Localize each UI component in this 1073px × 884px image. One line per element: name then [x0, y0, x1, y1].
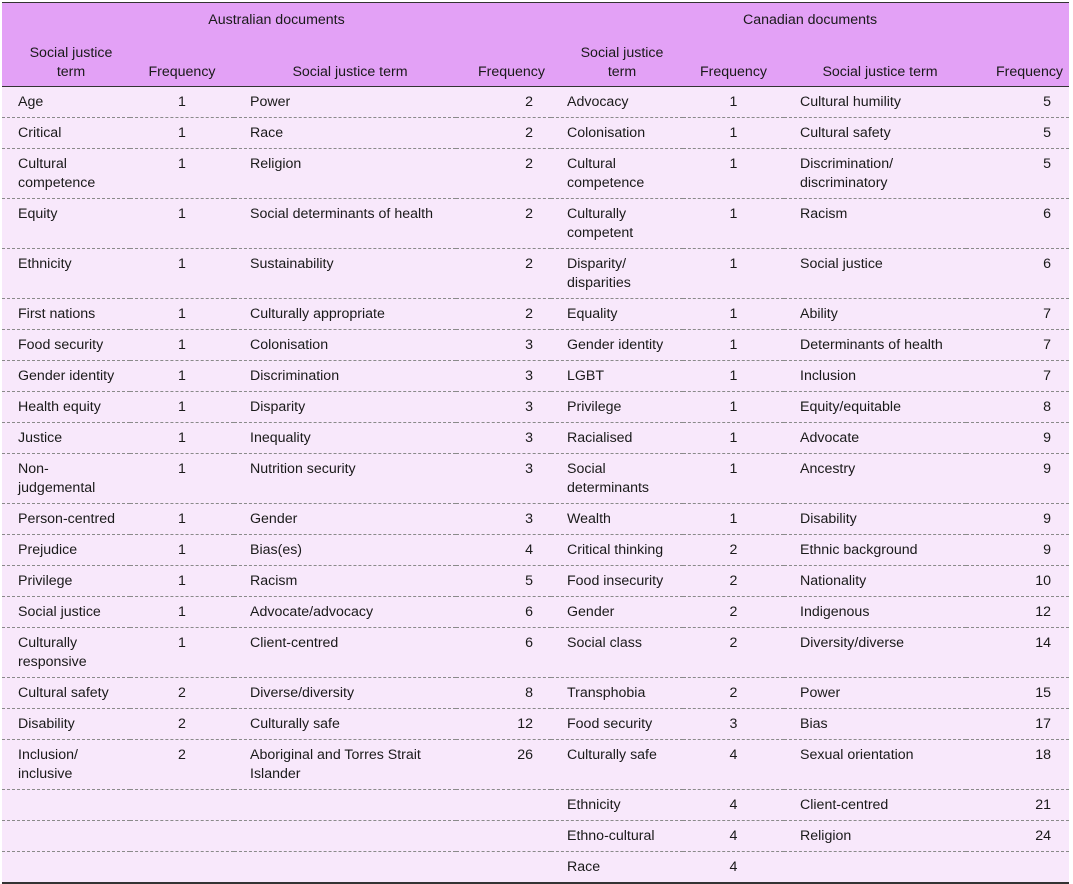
col-header-term: Social justice term [551, 37, 683, 87]
aus-frequency-cell: 1 [130, 199, 234, 249]
aus-frequency-cell: 1 [130, 392, 234, 423]
aus-frequency-cell [130, 852, 234, 884]
can-term-cell: Diversity/diverse [784, 628, 966, 678]
aus-term-cell [2, 821, 130, 852]
table-row [2, 454, 1069, 504]
can-term-cell: Ethnicity [551, 790, 683, 821]
can-term-cell: Ethnic background [784, 535, 966, 566]
can-frequency-cell: 1 [683, 330, 784, 361]
can-frequency-cell: 9 [966, 535, 1069, 566]
aus-frequency-cell: 6 [456, 628, 551, 678]
can-frequency-cell: 7 [966, 330, 1069, 361]
aus-term-cell: First nations [2, 299, 130, 330]
aus-term-cell: Inequality [234, 423, 456, 454]
aus-term-cell: Disparity [234, 392, 456, 423]
table-body [2, 87, 1069, 884]
can-term-cell: Racism [784, 199, 966, 249]
can-term-cell: Inclusion [784, 361, 966, 392]
aus-term-cell [2, 790, 130, 821]
aus-frequency-cell: 2 [130, 709, 234, 740]
can-frequency-cell: 2 [683, 678, 784, 709]
table-row [2, 740, 1069, 790]
aus-frequency-cell: 1 [130, 361, 234, 392]
can-frequency-cell: 6 [966, 249, 1069, 299]
aus-frequency-cell [456, 821, 551, 852]
can-frequency-cell: 4 [683, 740, 784, 790]
can-term-cell: Disparity/ disparities [551, 249, 683, 299]
table-row [2, 678, 1069, 709]
aus-frequency-cell: 2 [456, 199, 551, 249]
aus-term-cell: Person-centred [2, 504, 130, 535]
aus-term-cell: Nutrition security [234, 454, 456, 504]
table-header [2, 3, 1069, 87]
can-term-cell: Colonisation [551, 118, 683, 149]
can-frequency-cell: 7 [966, 361, 1069, 392]
can-frequency-cell: 5 [966, 87, 1069, 118]
aus-term-cell: Aboriginal and Torres Strait Islander [234, 740, 456, 790]
can-frequency-cell: 10 [966, 566, 1069, 597]
aus-term-cell: Disability [2, 709, 130, 740]
can-frequency-cell: 15 [966, 678, 1069, 709]
canadian-group-label: Canadian documents [742, 12, 878, 28]
can-term-cell: Cultural safety [784, 118, 966, 149]
can-term-cell: Religion [784, 821, 966, 852]
can-frequency-cell: 1 [683, 249, 784, 299]
can-frequency-cell: 1 [683, 361, 784, 392]
can-frequency-cell: 9 [966, 504, 1069, 535]
canadian-group-header [551, 3, 1069, 38]
table-row [2, 566, 1069, 597]
aus-frequency-cell: 1 [130, 118, 234, 149]
can-term-cell: Gender identity [551, 330, 683, 361]
can-term-cell: Nationality [784, 566, 966, 597]
can-frequency-cell: 5 [966, 149, 1069, 199]
aus-frequency-cell: 1 [130, 299, 234, 330]
can-frequency-cell: 14 [966, 628, 1069, 678]
can-frequency-cell: 1 [683, 454, 784, 504]
can-term-cell: LGBT [551, 361, 683, 392]
can-frequency-cell: 2 [683, 597, 784, 628]
can-term-cell: Advocacy [551, 87, 683, 118]
aus-frequency-cell: 1 [130, 330, 234, 361]
aus-term-cell: Culturally responsive [2, 628, 130, 678]
aus-frequency-cell: 1 [130, 504, 234, 535]
can-frequency-cell: 24 [966, 821, 1069, 852]
can-frequency-cell: 3 [683, 709, 784, 740]
aus-frequency-cell: 1 [130, 535, 234, 566]
can-frequency-cell: 1 [683, 149, 784, 199]
aus-term-cell: Discrimination [234, 361, 456, 392]
can-frequency-cell: 4 [683, 821, 784, 852]
can-frequency-cell: 1 [683, 118, 784, 149]
aus-term-cell: Food security [2, 330, 130, 361]
can-frequency-cell: 2 [683, 566, 784, 597]
can-term-cell: Disability [784, 504, 966, 535]
aus-frequency-cell: 1 [130, 249, 234, 299]
table-row [2, 299, 1069, 330]
can-term-cell: Critical thinking [551, 535, 683, 566]
can-term-cell: Race [551, 852, 683, 884]
aus-frequency-cell: 3 [456, 504, 551, 535]
can-term-cell: Bias [784, 709, 966, 740]
aus-frequency-cell: 2 [130, 740, 234, 790]
col-header-frequency: Frequency [683, 37, 784, 87]
can-frequency-cell: 2 [683, 535, 784, 566]
can-term-cell: Cultural competence [551, 149, 683, 199]
col-header-frequency: Frequency [130, 37, 234, 87]
can-term-cell: Power [784, 678, 966, 709]
table-row [2, 199, 1069, 249]
table-row [2, 852, 1069, 884]
aus-term-cell: Equity [2, 199, 130, 249]
aus-term-cell: Age [2, 87, 130, 118]
aus-term-cell: Bias(es) [234, 535, 456, 566]
aus-frequency-cell: 1 [130, 597, 234, 628]
aus-frequency-cell: 2 [456, 299, 551, 330]
can-frequency-cell: 8 [966, 392, 1069, 423]
aus-frequency-cell: 3 [456, 454, 551, 504]
aus-term-cell: Sustainability [234, 249, 456, 299]
can-frequency-cell: 6 [966, 199, 1069, 249]
aus-term-cell: Social determinants of health [234, 199, 456, 249]
aus-frequency-cell: 1 [130, 454, 234, 504]
can-frequency-cell: 1 [683, 299, 784, 330]
aus-term-cell: Advocate/advocacy [234, 597, 456, 628]
aus-frequency-cell: 1 [130, 628, 234, 678]
can-term-cell: Gender [551, 597, 683, 628]
column-header-row [2, 37, 1069, 87]
can-term-cell: Transphobia [551, 678, 683, 709]
aus-term-cell: Culturally safe [234, 709, 456, 740]
aus-term-cell: Power [234, 87, 456, 118]
can-term-cell: Determinants of health [784, 330, 966, 361]
can-term-cell: Indigenous [784, 597, 966, 628]
aus-frequency-cell: 2 [130, 678, 234, 709]
can-term-cell: Ethno-cultural [551, 821, 683, 852]
aus-term-cell: Client-centred [234, 628, 456, 678]
table-row [2, 330, 1069, 361]
aus-frequency-cell: 3 [456, 361, 551, 392]
col-header-frequency: Frequency [456, 37, 551, 87]
can-frequency-cell: 4 [683, 852, 784, 884]
table-row [2, 597, 1069, 628]
australian-group-label: Australian documents [208, 12, 345, 28]
can-term-cell: Client-centred [784, 790, 966, 821]
can-frequency-cell: 1 [683, 199, 784, 249]
can-term-cell: Ancestry [784, 454, 966, 504]
aus-term-cell: Cultural safety [2, 678, 130, 709]
aus-frequency-cell: 2 [456, 249, 551, 299]
can-term-cell: Food security [551, 709, 683, 740]
aus-term-cell [234, 821, 456, 852]
table-row [2, 709, 1069, 740]
aus-term-cell [2, 852, 130, 884]
can-frequency-cell: 4 [683, 790, 784, 821]
aus-term-cell: Justice [2, 423, 130, 454]
can-term-cell: Culturally safe [551, 740, 683, 790]
aus-frequency-cell: 1 [130, 149, 234, 199]
aus-frequency-cell: 2 [456, 149, 551, 199]
aus-frequency-cell: 3 [456, 423, 551, 454]
can-frequency-cell: 12 [966, 597, 1069, 628]
aus-frequency-cell [456, 852, 551, 884]
can-frequency-cell: 2 [683, 628, 784, 678]
can-term-cell: Social determinants [551, 454, 683, 504]
can-frequency-cell: 9 [966, 423, 1069, 454]
table-row [2, 790, 1069, 821]
can-term-cell: Social justice [784, 249, 966, 299]
aus-frequency-cell: 1 [130, 566, 234, 597]
can-frequency-cell: 18 [966, 740, 1069, 790]
aus-frequency-cell: 12 [456, 709, 551, 740]
aus-term-cell: Diverse/diversity [234, 678, 456, 709]
can-term-cell: Racialised [551, 423, 683, 454]
can-frequency-cell: 21 [966, 790, 1069, 821]
can-term-cell: Discrimination/ discriminatory [784, 149, 966, 199]
can-term-cell: Food insecurity [551, 566, 683, 597]
aus-term-cell: Health equity [2, 392, 130, 423]
aus-frequency-cell: 2 [456, 87, 551, 118]
table-row [2, 87, 1069, 118]
col-header-term: Social justice term [234, 37, 456, 87]
aus-term-cell: Racism [234, 566, 456, 597]
can-term-cell: Equity/equitable [784, 392, 966, 423]
can-term-cell: Advocate [784, 423, 966, 454]
aus-frequency-cell: 2 [456, 118, 551, 149]
table-row [2, 535, 1069, 566]
aus-term-cell: Critical [2, 118, 130, 149]
social-justice-terms-table [2, 2, 1069, 884]
table-row [2, 118, 1069, 149]
australian-group-header [2, 3, 551, 38]
aus-frequency-cell: 3 [456, 392, 551, 423]
aus-frequency-cell: 5 [456, 566, 551, 597]
can-frequency-cell: 17 [966, 709, 1069, 740]
table-row [2, 423, 1069, 454]
table-row [2, 628, 1069, 678]
aus-term-cell [234, 790, 456, 821]
can-term-cell: Culturally competent [551, 199, 683, 249]
aus-frequency-cell: 1 [130, 423, 234, 454]
can-frequency-cell: 5 [966, 118, 1069, 149]
aus-frequency-cell: 4 [456, 535, 551, 566]
aus-frequency-cell: 3 [456, 330, 551, 361]
can-term-cell: Wealth [551, 504, 683, 535]
table-row [2, 504, 1069, 535]
can-term-cell: Equality [551, 299, 683, 330]
group-header-row [2, 3, 1069, 38]
col-header-frequency: Frequency [966, 37, 1069, 87]
aus-frequency-cell [456, 790, 551, 821]
table-row [2, 392, 1069, 423]
aus-term-cell: Non-judgemental [2, 454, 130, 504]
aus-term-cell: Culturally appropriate [234, 299, 456, 330]
can-frequency-cell [966, 852, 1069, 884]
col-header-term: Social justice term [784, 37, 966, 87]
aus-frequency-cell [130, 790, 234, 821]
aus-term-cell: Inclusion/ inclusive [2, 740, 130, 790]
aus-term-cell: Social justice [2, 597, 130, 628]
aus-term-cell: Gender [234, 504, 456, 535]
aus-term-cell: Religion [234, 149, 456, 199]
can-term-cell [784, 852, 966, 884]
aus-term-cell: Ethnicity [2, 249, 130, 299]
can-frequency-cell: 7 [966, 299, 1069, 330]
table-row [2, 249, 1069, 299]
can-term-cell: Privilege [551, 392, 683, 423]
aus-frequency-cell: 6 [456, 597, 551, 628]
can-frequency-cell: 1 [683, 423, 784, 454]
can-term-cell: Sexual orientation [784, 740, 966, 790]
aus-term-cell: Privilege [2, 566, 130, 597]
table-row [2, 821, 1069, 852]
aus-frequency-cell: 26 [456, 740, 551, 790]
aus-term-cell [234, 852, 456, 884]
aus-term-cell: Cultural competence [2, 149, 130, 199]
can-term-cell: Social class [551, 628, 683, 678]
aus-term-cell: Race [234, 118, 456, 149]
table-row [2, 149, 1069, 199]
can-term-cell: Cultural humility [784, 87, 966, 118]
can-frequency-cell: 1 [683, 504, 784, 535]
aus-term-cell: Gender identity [2, 361, 130, 392]
can-frequency-cell: 1 [683, 87, 784, 118]
aus-frequency-cell [130, 821, 234, 852]
can-term-cell: Ability [784, 299, 966, 330]
aus-term-cell: Colonisation [234, 330, 456, 361]
can-frequency-cell: 9 [966, 454, 1069, 504]
aus-frequency-cell: 1 [130, 87, 234, 118]
aus-frequency-cell: 8 [456, 678, 551, 709]
col-header-term: Social justice term [2, 37, 130, 87]
can-frequency-cell: 1 [683, 392, 784, 423]
aus-term-cell: Prejudice [2, 535, 130, 566]
social-justice-terms-table-container [2, 2, 1069, 884]
table-row [2, 361, 1069, 392]
